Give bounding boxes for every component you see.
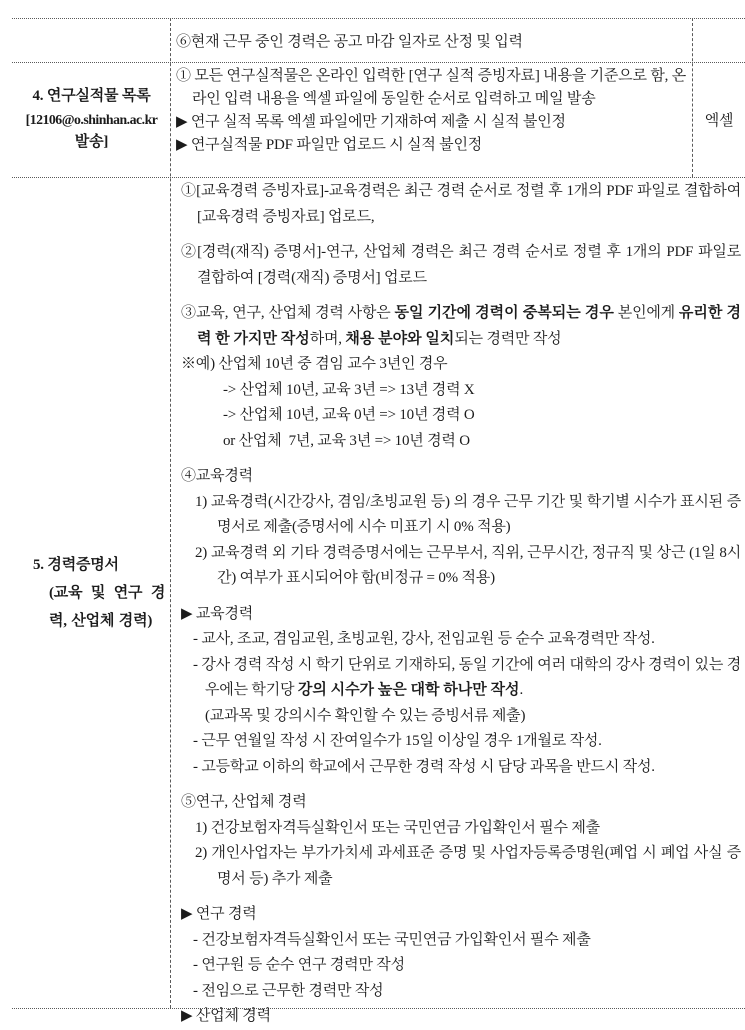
row-5-title: 5. 경력증명서 — [33, 556, 119, 573]
row-5-label — [13, 177, 170, 1008]
text-block: 1) 건강보험자격득실확인서 또는 국민연금 가입확인서 필수 제출 — [195, 819, 600, 836]
column-divider — [170, 18, 171, 1008]
text-block: - 연구원 등 순수 연구 경력만 작성 — [193, 957, 405, 973]
row-4-email-text: [12106@o.shinhan.ac.kr — [25, 112, 158, 127]
text-block: ▶ 교육경력 — [181, 605, 254, 622]
text-block: ※예) 산업체 10년 중 겸임 교수 3년인 경우 — [181, 356, 448, 372]
text-block: - 근무 연월일 작성 시 잔여일수가 15일 이상일 경우 1개월로 작성. — [193, 733, 602, 749]
row-4-content — [176, 62, 686, 177]
row-5-label-line: (교육 및 연구 경 — [49, 584, 166, 601]
row-5-label-line: 력, 산업체 경력) — [49, 612, 153, 629]
row-4-label-line: 발송] — [74, 134, 109, 150]
text-block: - 강사 경력 작성 시 학기 단위로 기재하되, 동일 기간에 여러 대학의 강사 경력이 있는 경우에는 학기당 강의 시수가 높은 대학 하나만 작성. — [193, 656, 741, 698]
text-block: ①[교육경력 증빙자료]-교육경력은 최근 경력 순서로 정렬 후 1개의 PDF 파일로 결합하여 [교육경력 증빙자료] 업로드, — [181, 183, 741, 225]
text-block: ▶ 산업체 경력 — [181, 1008, 271, 1024]
text-block: ▶ 연구실적물 PDF 파일만 업로드 시 실적 불인정 — [176, 137, 483, 153]
text-block: ⑥현재 근무 중인 경력은 공고 마감 일자로 산정 및 입력 — [176, 33, 523, 50]
text-block: 2) 교육경력 외 기타 경력증명서에는 근무부서, 직위, 근무시간, 정규직 및 상근 (1일 8시간) 여부가 표시되어야 함(비정규 = 0% 적용) — [195, 544, 741, 586]
text-block: ④교육경력 — [181, 468, 253, 484]
row-4-format-cell: 엑셀 — [704, 113, 734, 129]
text-block: - 교사, 조교, 겸임교원, 초빙교원, 강사, 전임교원 등 순수 교육경력만 작성. — [193, 631, 655, 647]
text-block: - 고등학교 이하의 학교에서 근무한 경력 작성 시 담당 과목을 반드시 작성. — [193, 758, 655, 775]
text-block: ③교육, 연구, 산업체 경력 사항은 동일 기간에 경력이 중복되는 경우 본인에게 유리한 경력 한 가지만 작성하며, 채용 분야와 일치되는 경력만 작성 — [181, 305, 741, 347]
text-block: 1) 교육경력(시간강사, 겸임/초빙교원 등) 의 경우 근무 기간 및 학기별 시수가 표시된 증명서로 제출(증명서에 시수 미표기 시 0% 적용) — [195, 493, 741, 535]
row-5-content — [175, 177, 741, 1024]
text-block: ⑤연구, 산업체 경력 — [181, 794, 307, 810]
text-block: - 건강보험자격득실확인서 또는 국민연금 가입확인서 필수 제출 — [193, 931, 591, 948]
text-block: -> 산업체 10년, 교육 3년 => 13년 경력 X — [223, 381, 475, 398]
text-block: - 전임으로 근무한 경력만 작성 — [193, 982, 384, 999]
text-block: -> 산업체 10년, 교육 0년 => 10년 경력 O — [223, 407, 475, 423]
text-block: ▶ 연구 경력 — [181, 906, 257, 922]
text-block: ②[경력(재직) 증명서]-연구, 산업체 경력은 최근 경력 순서로 정렬 후 1개의 PDF 파일로 결합하여 [경력(재직) 증명서] 업로드 — [181, 244, 741, 286]
row-4-title: 4. 연구실적물 목록 — [32, 88, 151, 104]
row-4-label — [13, 62, 170, 177]
text-block: or 산업체 7년, 교육 3년 => 10년 경력 O — [223, 432, 470, 449]
text-block: (교과목 및 강의시수 확인할 수 있는 증빙서류 제출) — [205, 707, 526, 724]
text-block: 2) 개인사업자는 부가가치세 과세표준 증명 및 사업자등록증명원(폐업 시 폐업 사실 증명서 등) 추가 제출 — [195, 845, 741, 887]
row-6-content — [176, 18, 688, 62]
text-block: ▶ 연구 실적 목록 엑셀 파일에만 기재하여 제출 시 실적 불인정 — [176, 114, 566, 130]
text-block: ① 모든 연구실적물은 온라인 입력한 [연구 실적 증빙자료] 내용을 기준으로 함, 온라인 입력 내용을 엑셀 파일에 동일한 순서로 입력하고 메일 발송 — [176, 68, 686, 107]
